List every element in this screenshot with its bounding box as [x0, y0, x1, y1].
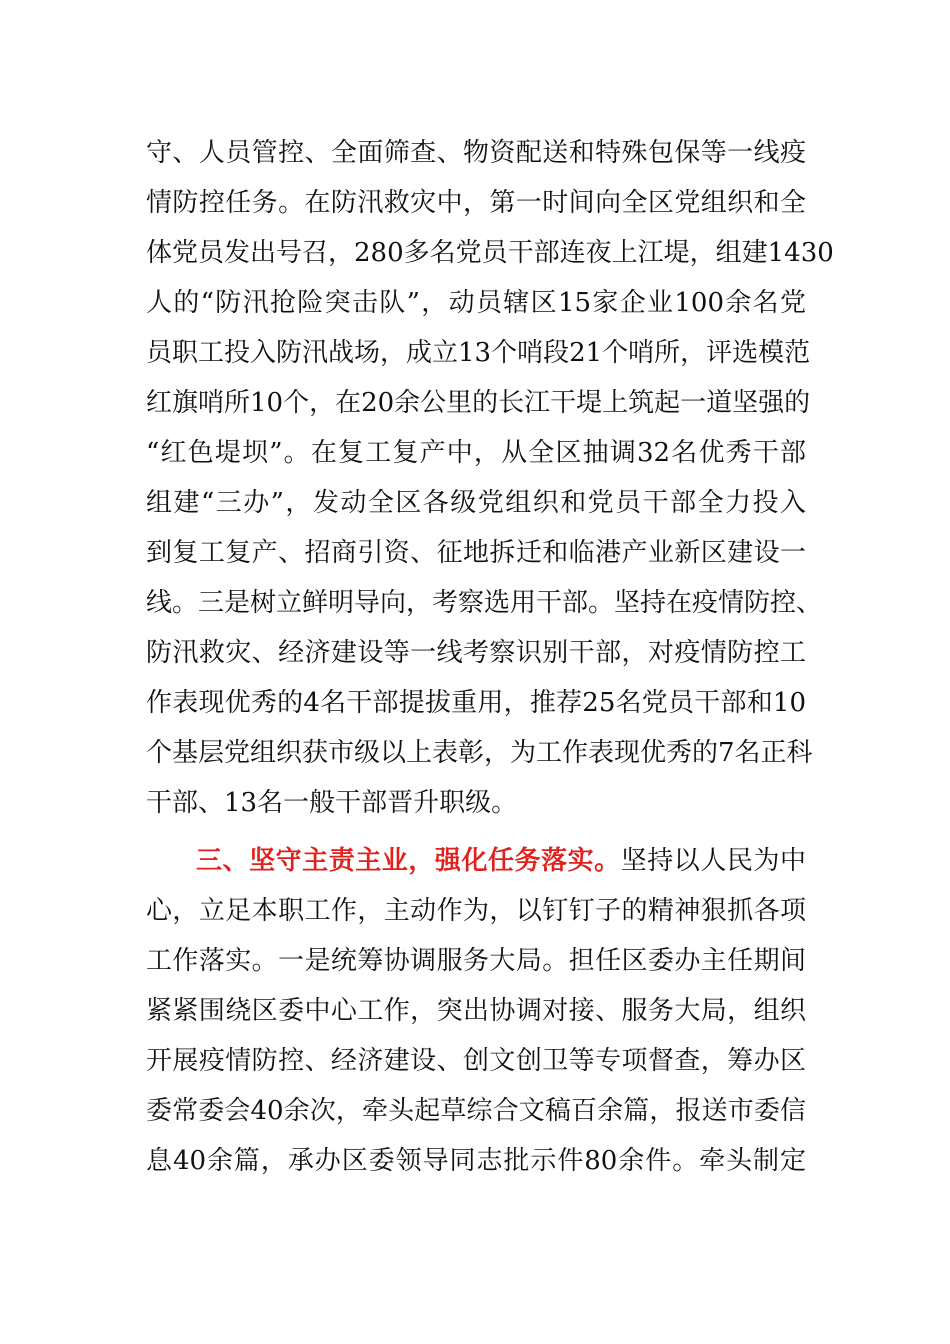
- paragraph-1-line-8: 组建“三办”，发动全区各级党组织和党员干部全力投入: [146, 488, 806, 518]
- paragraph-1-line-10: 线。三是树立鲜明导向，考察选用干部。坚持在疫情防控、: [146, 588, 823, 618]
- paragraph-1-line-6: 红旗哨所10个，在20余公里的长江干堤上筑起一道坚强的: [146, 388, 811, 418]
- paragraph-1-line-9: 到复工复产、招商引资、征地拆迁和临港产业新区建设一: [146, 538, 806, 568]
- paragraph-1-line-4: 人的“防汛抢险突击队”，动员辖区15家企业100余名党: [146, 288, 806, 318]
- paragraph-1-line-3: 体党员发出号召，280多名党员干部连夜上江堤，组建1430: [146, 238, 834, 268]
- paragraph-2-line-2: 心，立足本职工作，主动作为，以钉钉子的精神狠抓各项: [146, 896, 806, 926]
- paragraph-2-line-3: 工作落实。一是统筹协调服务大局。担任区委办主任期间: [146, 946, 806, 976]
- paragraph-2-line-5: 开展疫情防控、经济建设、创文创卫等专项督查，筹办区: [146, 1046, 806, 1076]
- paragraph-2-line-6: 委常委会40余次，牵头起草综合文稿百余篇，报送市委信: [146, 1096, 806, 1126]
- paragraph-2-first-line-text: 坚持以人民为中: [620, 846, 806, 876]
- paragraph-1-line-13: 个基层党组织获市级以上表彰，为工作表现优秀的7名正科: [146, 738, 813, 768]
- section-heading: 三、坚守主责主业，强化任务落实。: [196, 846, 621, 876]
- paragraph-1-line-7: “红色堤坝”。在复工复产中，从全区抽调32名优秀干部: [146, 438, 806, 468]
- paragraph-1-line-14: 干部、13名一般干部晋升职级。: [146, 788, 518, 818]
- paragraph-2-first-line: [196, 841, 806, 881]
- paragraph-1-line-1: 守、人员管控、全面筛查、物资配送和特殊包保等一线疫: [146, 138, 806, 168]
- paragraph-2-line-7: 息40余篇，承办区委领导同志批示件80余件。牵头制定: [146, 1146, 806, 1176]
- paragraph-1-line-5: 员职工投入防汛战场，成立13个哨段21个哨所，评选模范: [146, 338, 811, 368]
- paragraph-1-line-11: 防汛救灾、经济建设等一线考察识别干部，对疫情防控工: [146, 638, 806, 668]
- paragraph-1-line-2: 情防控任务。在防汛救灾中，第一时间向全区党组织和全: [146, 188, 806, 218]
- paragraph-1-line-12: 作表现优秀的4名干部提拔重用，推荐25名党员干部和10: [146, 688, 806, 718]
- paragraph-2-line-4: 紧紧围绕区委中心工作，突出协调对接、服务大局，组织: [146, 996, 806, 1026]
